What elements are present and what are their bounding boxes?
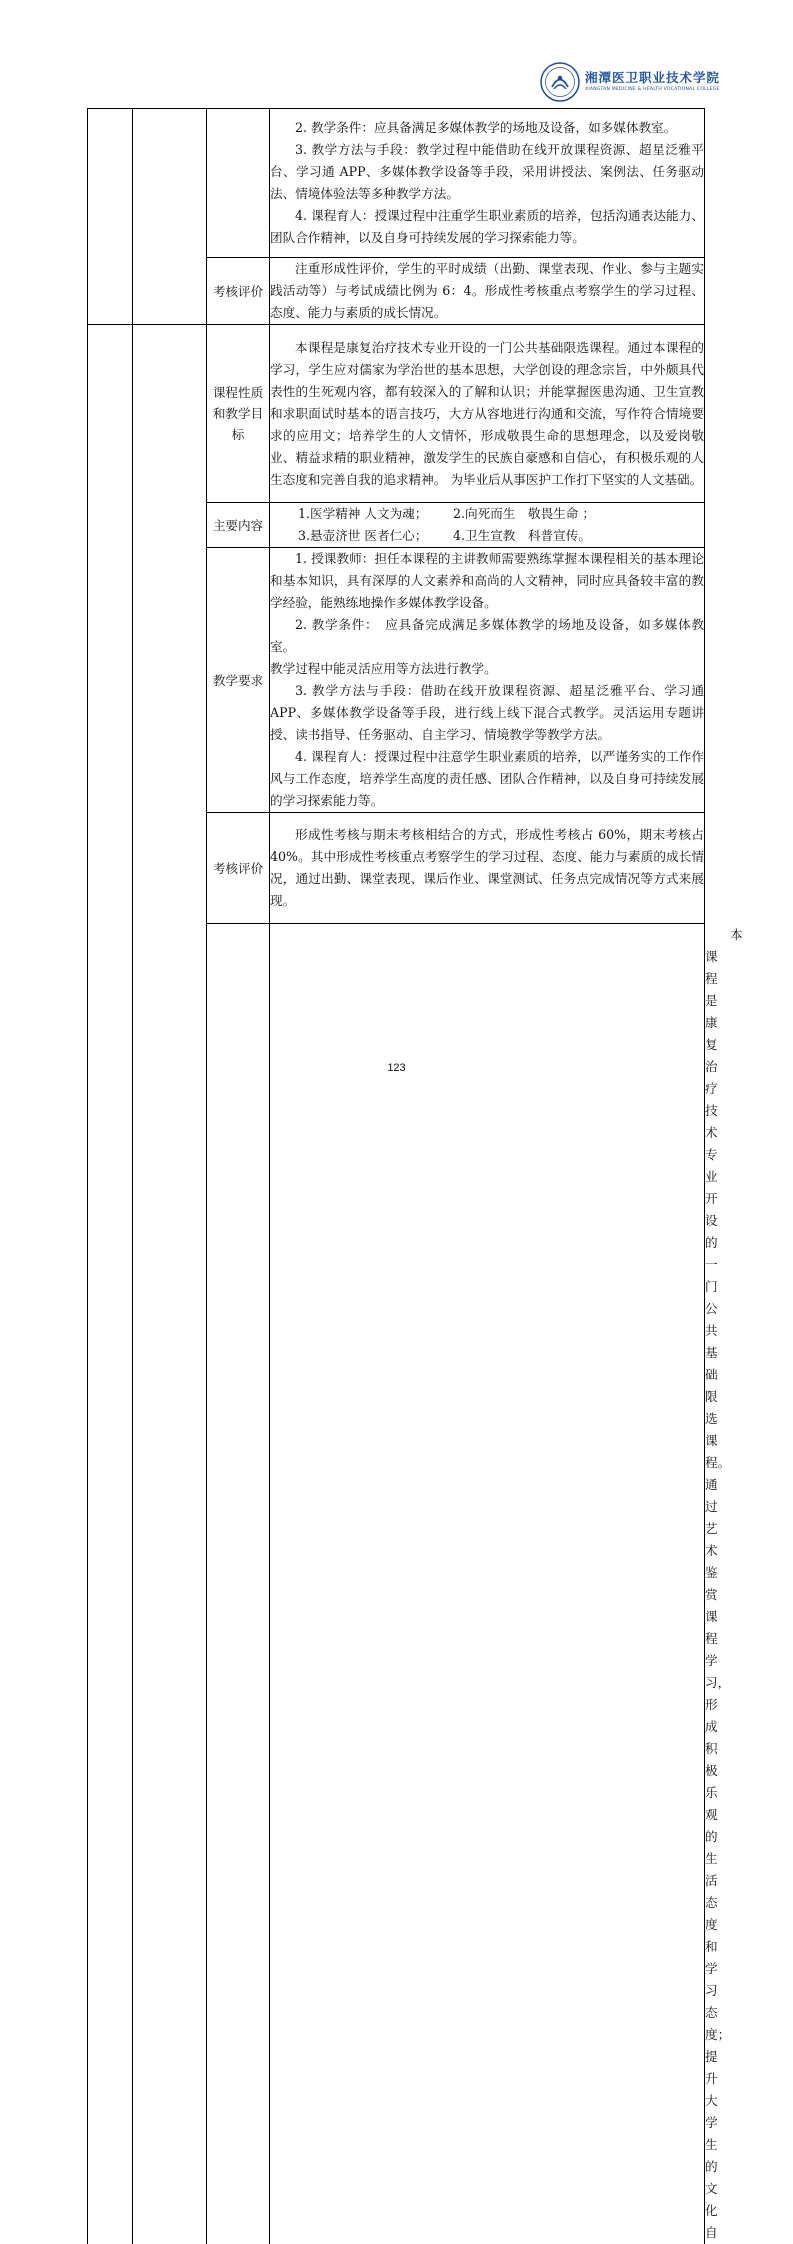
school-logo — [540, 62, 705, 106]
table-row: 本课程是康复治疗技术专业开设的一门公共基础限选课程。通过艺术鉴赏课程学习，形成积极乐观的生活态度和学习态度；提升大学生的文化自 — [88, 924, 705, 2244]
content-item: 2.向死而生 敬畏生命 ； — [453, 503, 595, 525]
page-number: 123 — [0, 1062, 793, 1074]
category-cell — [207, 109, 270, 258]
requirement-item: 4. 课程育人：授课过程中注重学生职业素质的培养，包括沟通表达能力、团队合作精神，以及自身可持续发展的学习探索能力等。 — [270, 205, 704, 249]
category-label: 教学要求 — [207, 548, 270, 813]
assessment: 形成性考核与期末考核相结合的方式，形成性考核占 60%，期末考核占 40%。其中形成性考核重点考察学生的学习过程、态度、能力与素质的成长情况，通过出勤、课堂表现、课后作业、课堂测试、任务点完成情况等方式来展现。 — [270, 813, 705, 924]
school-name-en: XIANGTAN MEDICINE & HEALTH VOCATIONAL COLLEGE — [585, 87, 720, 92]
main-content — [270, 503, 705, 548]
course-nature-objectives: 本课程是康复治疗技术专业开设的一门公共基础限选课程。通过本课程的学习，学生应对儒家为学治世的基本思想，大学创设的理念宗旨，中外颇具代表性的生死观内容，都有较深入的了解和认识；并能掌握医患沟通、卫生宣教和求职面试时基本的语言技巧，大方从容地进行沟通和交流，写作符合情境要求的应用文；培养学生的人文情怀，形成敬畏生命的思想理念，以及爱岗敬业、精益求精的职业精神，激发学生的民族自豪感和自信心，有积极乐观的人生态度和完善自我的追求精神。 为毕业后从事医护工作打下坚实的人文基础。 — [270, 325, 705, 503]
course-number-cell — [88, 109, 133, 325]
requirement-item: 2. 教学条件：应具备满足多媒体教学的场地及设备，如多媒体教室。 — [270, 117, 704, 139]
course-name-cell — [133, 109, 207, 325]
course-table — [87, 108, 705, 2244]
course-name — [133, 325, 207, 2244]
table-row — [88, 109, 705, 258]
category-label: 考核评价 — [207, 813, 270, 924]
teaching-requirements-cont — [270, 109, 705, 258]
content-item: 1.医学精神 人文为魂； — [298, 503, 453, 525]
requirement-item: 4. 课程育人：授课过程中注意学生职业素质的培养，以严谨务实的工作作风与工作态度，培养学生高度的责任感、团队合作精神，以及自身可持续发展的学习探索能力等。 — [270, 746, 704, 812]
school-name-cn: 湘潭医卫职业技术学院 — [585, 68, 720, 86]
content-item: 4.卫生宣教 科普宣传。 — [453, 525, 591, 547]
category-label: 主要内容 — [207, 503, 270, 548]
table-row — [88, 325, 705, 503]
school-emblem-icon — [540, 62, 580, 102]
requirement-item: 3. 教学方法与手段：借助在线开放课程资源、超星泛雅平台、学习通 APP、多媒体教学设备等手段，进行线上线下混合式教学。灵活运用专题讲授、读书指导、任务驱动、自主学习、情境教学等教学方法。 — [270, 680, 704, 746]
requirement-item: 2. 教学条件： 应具备完成满足多媒体教学的场地及设备，如多媒体教室。 — [270, 614, 704, 658]
requirement-item: 教学过程中能灵活应用等方法进行教学。 — [270, 658, 704, 680]
course-number — [88, 325, 133, 2244]
assessment-cont: 注重形成性评价，学生的平时成绩（出勤、课堂表现、作业、参与主题实践活动等）与考试成绩比例为 6：4。形成性考核重点考察学生的学习过程、态度、能力与素质的成长情况。 — [270, 258, 705, 325]
requirement-item: 3. 教学方法与手段：教学过程中能借助在线开放课程资源、超星泛雅平台、学习通 APP、多媒体教学设备等手段，采用讲授法、案例法、任务驱动法、情境体验法等多种教学方法。 — [270, 139, 704, 205]
requirement-item: 1. 授课教师：担任本课程的主讲教师需要熟练掌握本课程相关的基本理论和基本知识，具有深厚的人文素养和高尚的人文精神，同时应具备较丰富的教学经验，能熟练地操作多媒体教学设备。 — [270, 548, 704, 614]
category-label: 课程性质和教学目标 — [207, 325, 270, 503]
content-item: 3.悬壶济世 医者仁心； — [298, 525, 453, 547]
category-label: 考核评价 — [207, 258, 270, 325]
teaching-requirements — [270, 548, 705, 813]
